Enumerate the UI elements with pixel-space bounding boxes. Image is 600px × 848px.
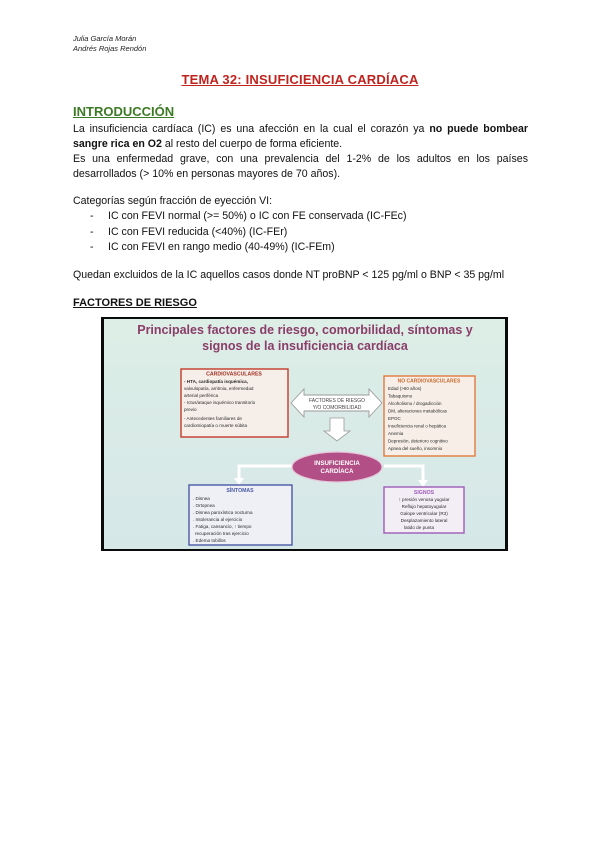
- non-cardiovascular-item: Tabaquismo: [388, 393, 413, 399]
- sign-item: latido de punta: [403, 525, 435, 530]
- heart-failure-label-line-2: CARDÍACA: [320, 468, 354, 475]
- intro-paragraph-1: [73, 122, 528, 152]
- non-cardiovascular-item: Depresión, deterioro cognitivo: [388, 438, 448, 444]
- slide-diagram: [101, 317, 508, 551]
- non-cardiovascular-item: Apnea del sueño, insomnio: [388, 446, 443, 451]
- non-cardiovascular-item: EPOC: [388, 416, 401, 421]
- sign-item: Desplazamiento lateral: [400, 518, 448, 523]
- center-label-line-1: FACTORES DE RIESGO: [308, 398, 366, 404]
- symptom-item: . Edema tobillos: [193, 538, 226, 543]
- symptoms-box: [189, 485, 292, 545]
- risk-heading: FACTORES DE RIESGO: [73, 297, 197, 309]
- cardiovascular-item: - HTA, cardiopatía isquémica,: [184, 379, 248, 384]
- list-item: - IC con FEVI reducida (<40%) (IC-FEr): [90, 225, 407, 241]
- risk-factors-slide: [101, 317, 508, 551]
- intro-p1-bold: no puede bombear sangre rica en O2: [73, 123, 528, 150]
- non-cardiovascular-title: NO CARDIOVASCULARES: [397, 378, 461, 385]
- list-item: - IC con FEVI en rango medio (40-49%) (IC-FEm): [90, 240, 407, 256]
- list-item: - IC con FEVI normal (>= 50%) o IC con FE conservada (IC-FEc): [90, 209, 407, 225]
- intro-heading: INTRODUCCIÓN: [73, 104, 175, 119]
- exclusion-note: Quedan excluidos de la IC aquellos casos donde NT proBNP < 125 pg/ml o BNP < 35 pg/ml: [73, 269, 505, 281]
- intro-p1-text-a: La insuficiencia cardíaca (IC) es una afección en la cual el corazón ya: [73, 123, 430, 135]
- signs-title: SIGNOS: [413, 490, 435, 496]
- slide-title-line-2: signos de la insuficiencia cardíaca: [202, 339, 408, 353]
- categories-intro: Categorías según fracción de eyección VI:: [73, 195, 273, 207]
- non-cardiovascular-item: Anemia: [388, 431, 404, 436]
- heart-failure-ellipse: [292, 452, 382, 482]
- cardiovascular-title: CARDIOVASCULARES: [206, 371, 262, 378]
- cardiovascular-item: valvulopatía, arritmia, enfermedad: [184, 386, 254, 391]
- cardiovascular-item: arterial periférica: [184, 393, 219, 398]
- cardiovascular-item: cardiomiopatía o muerte súbita: [184, 423, 248, 428]
- cardiovascular-item: - Ictus/ataque isquémico transitorio: [184, 400, 256, 405]
- center-label-line-2: Y/O COMORBILIDAD: [312, 405, 362, 411]
- non-cardiovascular-item: Edad (>60 años): [388, 386, 422, 391]
- symptom-item: recuperación tras ejercicio: [195, 531, 249, 536]
- author-1: Julia García Morán: [73, 34, 137, 43]
- symptom-item: . Disnea paroxística nocturna: [193, 510, 253, 515]
- cardiovascular-item: previo: [184, 407, 197, 412]
- sign-item: Reflujo hepatoyugular: [401, 504, 447, 509]
- authors: [73, 34, 146, 54]
- sign-item: Galope ventricular (R3): [400, 511, 448, 516]
- symptom-item: . Intolerancia al ejercicio: [193, 517, 243, 522]
- author-2: Andrés Rojas Rendón: [73, 44, 147, 53]
- sign-item: ↑ presión venosa yugular: [398, 497, 450, 502]
- symptom-item: . Disnea: [193, 496, 210, 501]
- symptom-item: . Ortopnea: [193, 503, 215, 508]
- slide-title-line-1: Principales factores de riesgo, comorbilidad, síntomas y: [137, 323, 473, 337]
- heart-failure-label-line-1: INSUFICIENCIA: [314, 460, 360, 467]
- non-cardiovascular-item: DM, alteraciones metabólicas: [388, 408, 448, 414]
- cardiovascular-item: - Antecedentes familiares de: [184, 416, 242, 421]
- symptom-item: . Fatiga, cansancio, ↑ tiempo: [193, 524, 252, 529]
- intro-p1-text-c: al resto del cuerpo de forma eficiente.: [161, 138, 343, 150]
- symptoms-title: SÍNTOMAS: [226, 488, 254, 494]
- categories-list: [90, 209, 407, 256]
- page-title: TEMA 32: INSUFICIENCIA CARDÍACA: [181, 72, 419, 87]
- intro-paragraph-2: Es una enfermedad grave, con una prevalencia del 1-2% de los adultos en los países desarrollados (> 10% en personas mayores de 70 años).: [73, 153, 528, 180]
- non-cardiovascular-item: Alcoholismo / drogadicción: [388, 401, 442, 406]
- non-cardiovascular-item: Insuficiencia renal o hepática: [388, 423, 447, 429]
